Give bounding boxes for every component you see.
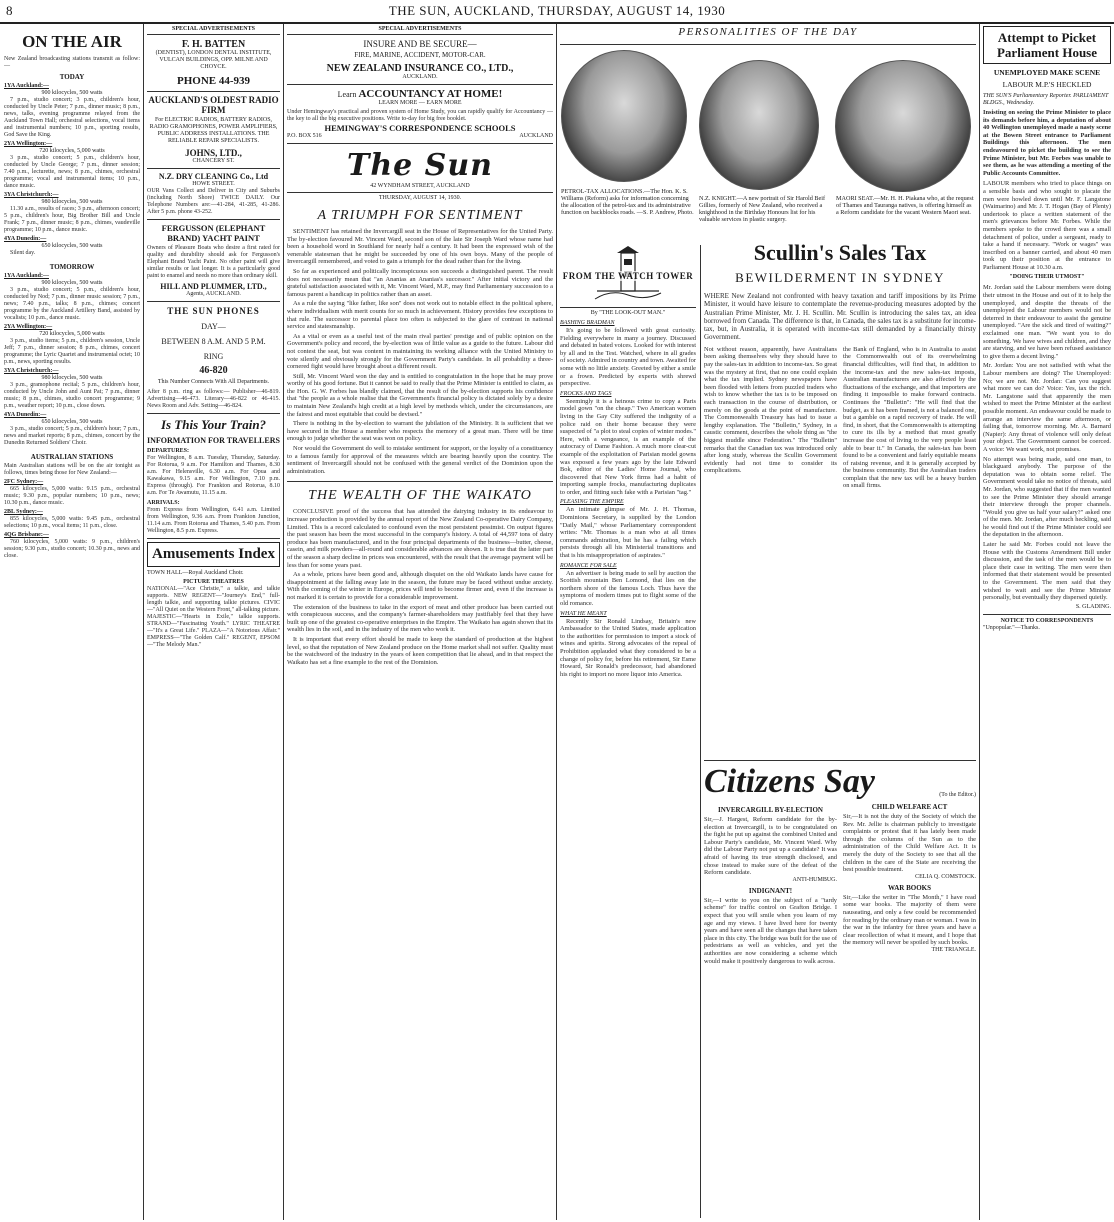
hemingway-learn: Learn <box>337 90 357 99</box>
hill-plummer: HILL AND PLUMMER, LTD., <box>160 282 267 291</box>
sales-tax-title: Scullin's Sales Tax <box>753 240 927 265</box>
editorial2-body <box>287 508 553 666</box>
picket-article <box>983 26 1111 1218</box>
column-rule <box>283 24 284 1220</box>
editorial-paragraph: Nor would the Government do well to mistake sentiment for support, or the loyalty of a constituency to a famous family for approval of the measures which are bearing heavily upon the country. The sentiment of Invercargill should not be confused with the general verdict of the Dominion upon the administration. <box>287 445 553 475</box>
amusements-listing: NATIONAL—"Ace Christie," a talkie, and talkie supports. NEW REGENT—"Journey's End," full-length talkie, and supporting talkie pictures. CIVIC—"All Quiet on the Western Front," all-talking picture. MAJESTIC—"Hearts in Exile," talkie supports. STRAND—"Fascinating Youth." LYRIC THEATRE—"It's a Great Life." PLAZA—"A Notorious Affair." EMPRESS—"The Golden Calf." REGENT, EPSOM—"The Melody Man." <box>147 586 280 648</box>
on-the-air-column <box>4 26 140 1218</box>
editorial-column <box>287 26 553 1218</box>
letter-signature: THE TRIANGLE. <box>931 946 976 953</box>
picket-sub1: UNEMPLOYED MAKE SCENE <box>993 68 1101 77</box>
hemingway-text: Under Hemingway's practical and proven system of Home Study, you can rapidly qualify for Accountancy — the key to all the big executive positions. Write to-day for big free booklet. <box>287 109 553 122</box>
sun-phones-note: This Number Connects With All Departments. <box>157 379 270 385</box>
special-ads-header-2: SPECIAL ADVERTISEMENTS <box>287 26 553 35</box>
caption-gillies: N.Z. KNIGHT.—A new portrait of Sir Harold Beif Gillies, formerly of New Zealand, who received a knighthood in the Birthday Honours list for his valuable services in plastic surgery. <box>699 195 826 223</box>
letter-text: Sir,—I write to you on the subject of a "tardy scheme" for traffic control on Grafton Bridge. I expect that you will smile when you learn of my age and my views. I have lived here for twenty years and have seen all the changes that have taken place in this city. The bridge was built for the use of pedestrians as well as vehicles, and yet the authorities are now considering a scheme which would make it positively dangerous to walk across. <box>704 896 837 965</box>
column-rule <box>556 24 557 1220</box>
station-programme: 855 kilocycles, 5,000 watts: 9.45 p.m., orchestral selections; 10 p.m., vocal items; 11 p.m., close. <box>4 516 140 529</box>
watch-tower-sections <box>560 320 696 678</box>
letter-heading: WAR BOOKS <box>888 883 931 892</box>
departures-label: DEPARTURES: <box>147 448 190 454</box>
watch-tower-section-head: PLEASING THE EMPIRE <box>560 499 624 506</box>
station-programme: 3 p.m., gramophone recital; 5 p.m., children's hour, conducted by Uncle John and Aunt Pat; 7 p.m., dinner music; 8 p.m., chimes, studio concert programme; 9 p.m., weather report; 10 p.m., close down. <box>4 382 140 409</box>
station-name: 4YA Dunedin:— <box>4 236 47 242</box>
station-programme: 3 p.m., studio concert; 5 p.m., children's hour, conducted by Nod; 7 p.m., dinner music session; 7 p.m., news; 7.40 p.m., talks; 8 p.m., chimes; concert programme by the Auckland Artillery Band, assisted by vocalists; 10 p.m., dance music. <box>4 287 140 321</box>
caption-williams <box>561 188 695 240</box>
piakana-portrait <box>835 60 971 192</box>
watch-tower-byline: By "THE LOOK-OUT MAN." <box>590 310 666 316</box>
station-frequency: 650 kilocycles, 500 watts <box>41 243 103 249</box>
insurance-line1: INSURE AND BE SECURE— <box>363 39 477 49</box>
watch-tower-section-text: Seemingly it is a heinous crime to copy a Paris model gown "on the cheap." Two American women living in the Gay City suffered the indignity of a police raid on their home because they were suspected of "a plot to steal copies of winter modes." Here, with a vengeance, is an example of the autocracy of Dame Fashion. A much more clear-cut example of the exploitation of Parisian model gowns was exposed a few years ago by the late Edward Bok, editor of the Ladies' Home Journal, who discovered that New York firms had a habit of importing sample frocks, manufacturing duplicates to order, and fitting such fake with a Parisian "tag." <box>560 397 696 496</box>
personalities-title: PERSONALITIES OF THE DAY <box>678 26 858 38</box>
station-name: 3YA Christchurch:— <box>4 368 59 374</box>
picket-subhead: "DOING THEIR UTMOST" <box>1009 274 1085 281</box>
sun-phones-number: 46-820 <box>199 365 228 376</box>
personalities-header <box>560 26 976 45</box>
editorial1-title: A TRIUMPH FOR SENTIMENT <box>317 208 523 223</box>
sun-phones-hours: BETWEEN 8 A.M. AND 5 P.M. <box>161 337 266 346</box>
letter-text: Sir,—Like the writer in "The Month," I have read some war books. The majority of them were nauseating, and only a few could be recommended for reading by the ordinary man or woman. I was in the war in the infantry for three years and have a clear recollection of what it meant, and I hope that the memory will never be spoiled by such books. <box>843 893 976 947</box>
picket-body3: Mr. Jordan: You are not satisfied with what the Labour members are doing? The Unemployed: No; we are not. Mr. Jordan: Can you suggest what more we can do? Voice: Yes, tax the rich. Mr. Langstone said that apparently the men wished to meet the Prime Minister at the earliest possible moment. An endeavour could be made to arrange an interview the same afternoon, or failing that, tomorrow morning. Mr. A. Barnard (Napier): Any threat of violence will only defeat your object. The Government cannot be coerced. A voice: We want work, not promises. <box>983 362 1111 453</box>
hemingway-sub: LEARN MORE — EARN MORE <box>378 100 462 106</box>
sun-phones-day: DAY— <box>201 322 226 331</box>
station-name: 4QG Brisbane:— <box>4 532 49 538</box>
sales-tax-article <box>704 240 976 756</box>
hemingway-headline: ACCOUNTANCY AT HOME! <box>358 88 503 100</box>
tomorrow-heading: TOMORROW <box>49 263 95 271</box>
editorial-paragraph: As a rule the saying "like father, like son" does not work out to notable effect in the political sphere, where individualism with merit counts for so much in achievement. History provides few exceptions to that rule. The successor to parental place too often is subjected to the glare of contrast in national service and statesmanship. <box>287 300 553 331</box>
caption-piakana: MAORI SEAT.—Mr. H. H. Piakana who, at the request of Thames and Tauranga natives, is offering himself as a Reform candidate for the vacant Western Maori seat. <box>836 195 974 216</box>
batten-phone: PHONE 44-939 <box>176 75 251 87</box>
picket-title: Attempt to Picket Parliament House <box>983 26 1111 64</box>
batten-name: F. H. BATTEN <box>181 39 246 50</box>
johns-address: CHANCERY ST. <box>192 158 235 164</box>
editorial-paragraph: CONCLUSIVE proof of the success that has attended the dairying industry in its endeavour to increase production is provided by the annual report of the New Zealand Co-operative Dairy Company, Limited. This is a record calculated to confound even the most persistent pessimist. On output figures the past season has been the most successful in the company's history. A total of 44,597 tons of dairy produce has been manufactured, and in the four principal departments of the business—butter, cheese, casein, and milk powders—all-round and considerable advances are shown. It is true that the latter part of the season a sharp decline in prices was encountered, with the result that the average payment will be less than for some years past. <box>287 508 553 569</box>
station-name: 2YA Wellington:— <box>4 324 53 330</box>
watch-tower-section-head: WHAT HE MEANT <box>560 610 607 617</box>
station-frequency: 900 kilocycles, 500 watts <box>41 280 103 286</box>
letter-heading: INDIGNANT! <box>748 886 793 895</box>
station-frequency: 720 kilocycles, 5,000 watts <box>39 148 105 154</box>
correspondents-title: NOTICE TO CORRESPONDENTS <box>1000 617 1094 624</box>
advertisements-column <box>147 26 280 1218</box>
column-rule <box>143 24 144 1220</box>
departures-text: For Wellington, 8 a.m. Tuesday, Thursday, Saturday. For Rotorua, 9 a.m. For Hamilton and Thames, 8.30 a.m. For Helensville, 6.30 a.m. For Opua and Kawakawa, 9.15 a.m. For Wellington, 7.10 p.m. Express (through). For Frankton and Rotorua, 8.10 a.m. For Te Awamutu, 11.15 a.m. <box>147 455 280 496</box>
station-programme: 3 p.m., studio concert; 5 p.m., children's hour; 7 p.m., news and market reports; 8 p.m., chimes, concert by the Dunedin Returned Soldiers' Choir. <box>4 426 140 446</box>
insurance-company: NEW ZEALAND INSURANCE CO., LTD., <box>326 63 514 74</box>
hemingway-name: HEMINGWAY'S CORRESPONDENCE SCHOOLS <box>324 123 516 133</box>
watch-tower-section-head: FROCKS AND TAGS <box>560 390 612 397</box>
picket-body1: LABOUR members who tried to place things on a sensible basis and who sought to placate the men were howled down until Mr. F. Langstone (Waimarino) and Mr. J. T. Hogan (Bay of Plenty) undertook to place a written statement of the men's grievances before Mr. Forbes. While the members spoke to the crowd there was a small detachment of police, under a sergeant, ready to take a hand if necessary. "Work or wages" was inscribed on a banner carried, and about 40 men took up their position at the entrance to Parliament House at 10.30 a.m. <box>983 180 1111 271</box>
letter-text: Sir,—It is not the duty of the Society of which the Rev. Mr. Jellie is chairman publicly to investigate complaints or protest that it has lately been made through the columns of the Sun as to the administration of the Child Welfare Act. It is merely the duty of the Society to see that all the children in the care of the State are receiving the best possible treatment. <box>843 813 976 874</box>
watch-tower-logo <box>560 245 696 308</box>
stations-today-list <box>4 83 140 257</box>
watch-tower-column <box>560 245 696 1218</box>
sun-phones-ring: RING <box>203 352 224 361</box>
correspondents-text: "Unpopular."—Thanks. <box>983 624 1040 631</box>
citizens-say-section <box>704 760 976 1219</box>
australian-stations-list <box>4 479 140 560</box>
picket-lead: Insisting on seeing the Prime Minister to place its demands before him, a deputation of about 40 Wellington unemployed made a nasty scene at the Bowen Street entrance to Parliament Buildings this afternoon. The men endeavoured to picket the building to see the Prime Minister, but Mr. Forbes was unable to see them, as he was attending a meeting of the Public Accounts Committee. <box>983 109 1111 177</box>
station-programme: 11.30 a.m., results of races; 3 p.m., afternoon concert; 5 p.m., children's hour, Big Brother Bill and Uncle Frank; 7 p.m., dinner music; 8 p.m., chimes, vaudeville programme; 10 p.m., dance music. <box>4 206 140 233</box>
station-programme: Silent day. <box>10 250 36 256</box>
editorial-paragraph: The extension of the business to take in the export of meat and other produce has been carried out with conspicuous success, and the company's farmer-shareholders may justifiably feel that they have built up one of the greatest co-operative enterprises in the Empire. The Waikato has again shown that its wealth lies in the soil, and in the industry of the men who work it. <box>287 603 553 634</box>
station-name: 4YA Dunedin:— <box>4 412 47 418</box>
australian-intro: Main Australian stations will be on the air tonight as follows, times being those for New Zealand:— <box>4 463 140 476</box>
station-frequency: 900 kilocycles, 500 watts <box>41 90 103 96</box>
after-hours-numbers: After 8 p.m. ring as follows:— Publisher—46-819. Advertising—46-473. Literary—46-822 or 46-415. News Room and Adv. Setting—46-824. <box>147 389 280 409</box>
station-programme: 7 p.m., studio concert; 3 p.m., children's hour, conducted by Uncle Peter; 7 p.m., dinner music; 8 p.m., news, talks, evening programme relayed from the Auckland Town Hall; orchestral selections, vocal items and instrumental numbers; 10 p.m., sporting results, God Save the King. <box>4 97 140 138</box>
station-programme: 3 p.m., studio concert; 5 p.m., children's hour, conducted by Uncle George; 7 p.m., dinner session; 7.40 p.m., lecturette, news; 8 p.m., chimes, orchestral programme; vocal and instrumental items; 10 p.m., dance music. <box>4 155 140 189</box>
sales-tax-lead: WHERE New Zealand not confronted with heavy taxation and tariff impositions by its Prime Minister, it would have leisure to contemplate the revenue-producing measures adopted by the Australian Prime Minister, Mr. J. H. Scullin. Mr. Scullin is introducing the sales tax, an idea borrowed from Canada. The difference is that, in Canada, the sales tax is a substitute for income-tax, but, in Australia, it is operated with income-tax still demanded by a financially thirsty Government. <box>704 292 976 342</box>
fergusson-text: Owners of Pleasure Boats who desire a first rated for quality and durability should ask for Fergusson's Elephant Brand Yacht Paint. No other paint will give similar results or last longer. It is a particularly good paint to enamel and needs no more than ordinary skill. <box>147 245 280 279</box>
station-name: 1YA Auckland:— <box>4 83 49 89</box>
picket-body2: Mr. Jordan said the Labour members were doing their utmost in the House and out of it to help the unemployed, and despite the threats of the unemployed the Labour members would not be deterred in their endeavour to assist the genuine unemployed. "Are the sick and tired of waiting?" exclaimed one man. "We want you to do something. We have wives and children, and they are starving, and we have been refused assistance to give them a decent living." <box>983 284 1111 360</box>
stations-tomorrow-list <box>4 273 140 447</box>
page-number: 8 <box>6 3 13 18</box>
station-frequency: 650 kilocycles, 500 watts <box>41 419 103 425</box>
station-programme: 3 p.m., studio items; 5 p.m., children's session, Uncle Jeff; 7 p.m., dinner session; 8 p.m., chimes, concert programme; the Lyric Quartet and instrumental octet; 10 p.m., news, sporting results. <box>4 338 140 365</box>
column-rule <box>700 245 701 1218</box>
australian-stations-heading: AUSTRALIAN STATIONS <box>30 453 114 461</box>
station-name: 2YA Wellington:— <box>4 141 53 147</box>
today-heading: TODAY <box>59 73 85 81</box>
insurance-city: AUCKLAND. <box>402 74 438 80</box>
station-frequency: 980 kilocycles, 500 watts <box>41 375 103 381</box>
sun-date: THURSDAY, AUGUST 14, 1930. <box>378 195 462 201</box>
picket-sub2: LABOUR M.P.'S HECKLED <box>1002 80 1092 89</box>
letter-heading: INVERCARGILL BY-ELECTION <box>718 806 823 814</box>
watch-tower-section-text: An advertiser is being made to sell by auction the Scottish mountain Ben Lomond, that lies on the northern shore of the famous Loch. Thus have the symptoms of modern times put to flight some of the old romance. <box>560 569 696 607</box>
picket-body4: No attempt was being made, said one man, to blackguard anybody. The purpose of the deputation was to obtain some relief. The Government would take no notice of threats, said Mr. Jordan, who suggested that if the men wanted to see the Prime Minister they should arrange their interview through the proper channels. "Would you give us half your salary?" asked one of the men. Mr. Jordan, after much heckling, said he would find out if the Prime Minister could see the deputation in the afternoon. <box>983 455 1111 539</box>
newspaper-dateline: THE SUN, AUCKLAND, THURSDAY, AUGUST 14, 1930 <box>388 3 726 18</box>
picket-body5: Later he said Mr. Forbes could not leave the House with the Customs Amendment Bill under discussion, and the task of the men would be to place their case in writing. The men were then informed that their statement would be presented to the Government. The men said that they wished to wait and see the Prime Minister personally, but eventually they dispersed quietly. <box>983 541 1111 602</box>
hemingway-city: AUCKLAND <box>519 133 553 139</box>
picket-signoff: S. GLADING. <box>1075 603 1111 610</box>
picket-dateline: THE SUN'S Parliamentary Reporter. PARLIAMENT BLDGS., Wednesday. <box>983 93 1109 106</box>
page-masthead <box>0 0 1114 24</box>
station-name: 3YA Christchurch:— <box>4 192 59 198</box>
editorial-paragraph: Still, Mr. Vincent Ward won the day and is entitled to congratulation in the hope that he may prove worthy of his good fortune. But it cannot be said to really that the Prime Minister is entitled to claim, as the Hon. G. W. Forbes has blandly claimed, that the result of the by-election supports his confidence that "the people as a whole realise that the Government's financial policy is dictated solely by a desire to maintain New Zealand's high credit at a high level by methods which, under the circumstances, are the fairest and most equitable that could be devised." <box>287 372 553 418</box>
cleaning-address: HOWE STREET. <box>192 181 235 187</box>
station-name: 2BL Sydney:— <box>4 509 43 515</box>
on-the-air-intro: New Zealand broadcasting stations transmit as follow:— <box>4 56 140 69</box>
editorial-paragraph: It is important that every effort should be made to keep the standard of production at the highest level, so that the reputation of New Zealand produce on the Home market shall not suffer. Quality must be the watchword of the industry in the years of keen competition that lie ahead, and in that respect the Waikato has set a fine example to the rest of the Dominion. <box>287 635 553 666</box>
gillies-portrait <box>699 60 819 190</box>
citizens-say-title: Citizens Say <box>704 763 875 800</box>
station-name: 1YA Auckland:— <box>4 273 49 279</box>
sun-address: 42 WYNDHAM STREET, AUCKLAND <box>287 183 553 193</box>
editorial-paragraph: SENTIMENT has retained the Invercargill seat in the House of Representatives for the United Party. The by-election favoured Mr. Vincent Ward, second son of the late Sir Joseph Ward whose name had been a household word in Southland for nearly half a century. It had been the expressed wish of the venerable statesman that he might be succeeded by one of his own boys. Many of the people of Invercargill remembered, and voted to gain a triumph for the dead rather than for the living. <box>287 228 553 266</box>
station-frequency: 720 kilocycles, 5,000 watts <box>39 331 105 337</box>
sun-nameplate-title: The Sun <box>347 148 493 183</box>
citizens-say-sub: (To the Editor.) <box>939 792 976 798</box>
station-programme: 760 kilocycles, 5,000 watts: 9 p.m., children's session; 9.30 p.m., studio concert; 10.30 p.m., news and close. <box>4 539 140 559</box>
amusements-title: Amusements Index <box>147 542 280 567</box>
column-rule <box>979 24 980 1220</box>
letter-signature: CELIA Q. COMSTOCK. <box>915 873 976 880</box>
sales-tax-subtitle: BEWILDERMENT IN SYDNEY <box>735 270 945 285</box>
watch-tower-section-head: BASHING BRADMAN <box>560 320 615 326</box>
sun-nameplate <box>287 148 553 183</box>
batten-details: (DENTIST), LONDON DENTAL INSTITUTE, VULCAN BUILDINGS, OPP. MILNE AND CHOYCE. <box>155 50 272 70</box>
letters-list <box>704 803 976 965</box>
cleaning-title: N.Z. DRY CLEANING Co., Ltd <box>158 172 269 181</box>
letter-text: Sir,—J. Hargest, Reform candidate for the by-election at Invercargill, is to be congratulated on the fight he put up against the combined United and Labour Party's candidate, Mr. Vincent Ward. Why did the Labour Party not put up a candidate? It was afraid of having its true strength disclosed, and chose instead to make sure of the defeat of the Reform candidate. <box>704 816 837 877</box>
arrivals-label: ARRIVALS: <box>147 500 180 506</box>
editorial2-title: THE WEALTH OF THE WAIKATO <box>308 488 532 504</box>
johns-name: JOHNS, LTD., <box>185 148 242 158</box>
station-frequency: 980 kilocycles, 500 watts <box>41 199 103 205</box>
editorial-paragraph: There is nothing in the by-election to warrant the jubilation of the Ministry. It is sufficient that we have secured in the House a member who respects the memory of a great man. There will be time enough to judge whether the seat was won on policy. <box>287 420 553 443</box>
watch-tower-title: FROM THE WATCH TOWER <box>560 271 696 281</box>
editorial1-body <box>287 228 553 475</box>
sales-tax-col1: Not without reason, apparently, have Australians been asking themselves why they should have to pay the sales-tax in addition to income-tax. So great was the mystery at first, that no one could explain what the tax implied. Sydney newspapers have been flooded with letters from puzzled traders who wish to know whether the tax is to be imposed on each transaction in the course of distribution, or merely on the goods at the point of manufacture. The Commonwealth Treasury has had to issue a lengthy explanation. The "Bulletin," Sydney, in a caustic comment, describes the whole thing as "the biggest muddle since Federation." The "Bulletin" remarks that the Canadian tax was introduced only after long study, whereas the Scullin Government evidently had not time to consider its complications. <box>704 345 837 475</box>
radio-firm-title: AUCKLAND'S OLDEST RADIO FIRM <box>148 95 279 115</box>
watch-tower-section-text: It's going to be followed with great curiosity. Fielding everywhere in many a journey. Discussed and debated in bated voices. Looked for with interest by all and in the Test. Watched, where in all grades of society. Admired in country and town. Awaited for some with no little anxiety. Greeted by either a smile or a frown. Predicted by experts with shrewd perspective. <box>560 327 696 388</box>
hemingway-box: P.O. BOX 516 <box>287 133 322 139</box>
amusements-sub: TOWN HALL—Royal Auckland Choir. <box>147 570 244 576</box>
sun-phones-title: THE SUN PHONES <box>167 306 260 316</box>
fergusson-title: FERGUSSON (ELEPHANT BRAND) YACHT PAINT <box>161 223 266 243</box>
picture-theatres-label: PICTURE THEATRES <box>183 579 244 585</box>
sales-tax-col2: the Bank of England, who is in Australia to assist the Commonwealth out of its overwhelming financial difficulties, will find that, in addition to the income-tax and the new sales-tax imposts, Australian manufacturers are also affected by the fluctuations of the exchange, and that importers are finding it impossible to make forward contracts. Continues the "Bulletin": "He will find that the budget, as it has been framed, is not a balanced one, but a gamble on a rapid recovery of trade. He will find, in short, that the Commonwealth is attempting to cure its ills by a method that must greatly increase the cost of living to the very people least able to bear it." In Canada, the sales-tax has been found to be a convenient and fairly equitable means of raising revenue, and it is generally accepted by the business community. But the Australian traders complain that the new tax will be a heavy burden on small firms. <box>843 345 976 490</box>
radio-firm-text: For ELECTRIC RADIOS, BATTERY RADIOS, RADIO GRAMOPHONES, POWER AMPLIFIERS, PUBLIC ADDRESS INSTALLATIONS. THE RELIABLE REPAIR SPECIALISTS. <box>149 117 278 144</box>
editorial-paragraph: As a vital or even as a useful test of the main rival parties' prestige and of public opinion on the Government's policy and record, the by-election was of little value as a guide to the future. Labour did not contest the seat, but was content in maintaining its working alliance with the United Ministry to vote silently and obviously strongly for the Government Party's candidate. In all probability a three-cornered fight would have brought about a different result. <box>287 332 553 371</box>
editorial-paragraph: As a whole, prices have been good and, although disquiet on the old Waikato lands have cause for disappointment at the falling away late in the season, the future may be faced without undue anxiety. With the coming of the winter in Europe, prices will tend to become firmer and, even if the increase is not marked it is certain to provide for a considerable improvement. <box>287 571 553 601</box>
on-the-air-title: ON THE AIR <box>22 32 122 51</box>
station-name: 2FC Sydney:— <box>4 479 44 485</box>
watch-tower-section-text: An intimate glimpse of Mr. J. H. Thomas, Dominions Secretary, is supplied by the London "Daily Mail," whose Parliamentary correspondent writes: "Mr. Thomas is a man who at all times commands admiration, but he has a failing which persists through all his Ministerial transitions and that is his misappropriation of aspirates." <box>560 506 696 560</box>
letter-heading: CHILD WELFARE ACT <box>871 803 948 811</box>
watch-tower-section-text: Recently Sir Ronald Lindsay, Britain's new Ambassador to the United States, made application to the authorities for permission to import a stock of wines and spirits. Strong advocates of the repeal of Prohibition applauded what they considered to be a change of policy for, before his retirement, Sir Esme Howard, Sir Ronald's predecessor, had abandoned his right to import no more liquor into America. <box>560 617 696 678</box>
hill-plummer-address: Agents, AUCKLAND. <box>186 291 241 297</box>
editorial-paragraph: So far as experienced and politically inconspicuous son succeeds a distinguished parent. The result does not necessarily mean that "an Ananias an Ananias's successor." After initial victory and the grateful satisfaction associated with it, Mr. Vincent Ward, M.P., may find Parliamentary succession to a famous parent a handicap in politics rather than an asset. <box>287 267 553 298</box>
arrivals-text: From Express from Wellington, 6.41 a.m. Limited from Wellington, 9.36 a.m. From Frankton Junction, 11.14 a.m. From Rotorua and Thames, 5.40 p.m. From Wellington, 8.5 p.m. Express. <box>147 507 280 534</box>
williams-portrait <box>561 50 687 182</box>
letter-signature: ANTI-HUMBUG. <box>792 876 837 883</box>
watch-tower-section-head: ROMANCE FOR SALE <box>560 562 617 569</box>
station-programme: 665 kilocycles, 5,000 watts: 9.15 p.m., orchestral music; 9.30 p.m., popular numbers; 10 p.m., news; 10.30 p.m., dance music. <box>4 486 140 506</box>
insurance-line2: FIRE, MARINE, ACCIDENT, MOTOR-CAR. <box>354 51 486 59</box>
caption-williams-credit: —S. P. Andrew, Photo. <box>636 209 694 216</box>
cleaning-text: OUR Vans Collect and Deliver in City and Suburbs (including North Shore) TWICE DAILY. Our Telephone Numbers are:—41-284, 41-285, 41-286. After 5 p.m. phone 43-252. <box>147 188 280 215</box>
special-ads-header: SPECIAL ADVERTISEMENTS <box>147 26 280 35</box>
travellers-title: INFORMATION FOR TRAVELLERS <box>147 436 280 445</box>
train-title: Is This Your Train? <box>160 417 267 432</box>
caption-williams-text: PETROL-TAX ALLOCATIONS.—The Hon. K. S. Williams (Reform) asks for information concerning the allocation of the petrol-tax and its administrative function on backblocks roads. <box>561 188 691 216</box>
